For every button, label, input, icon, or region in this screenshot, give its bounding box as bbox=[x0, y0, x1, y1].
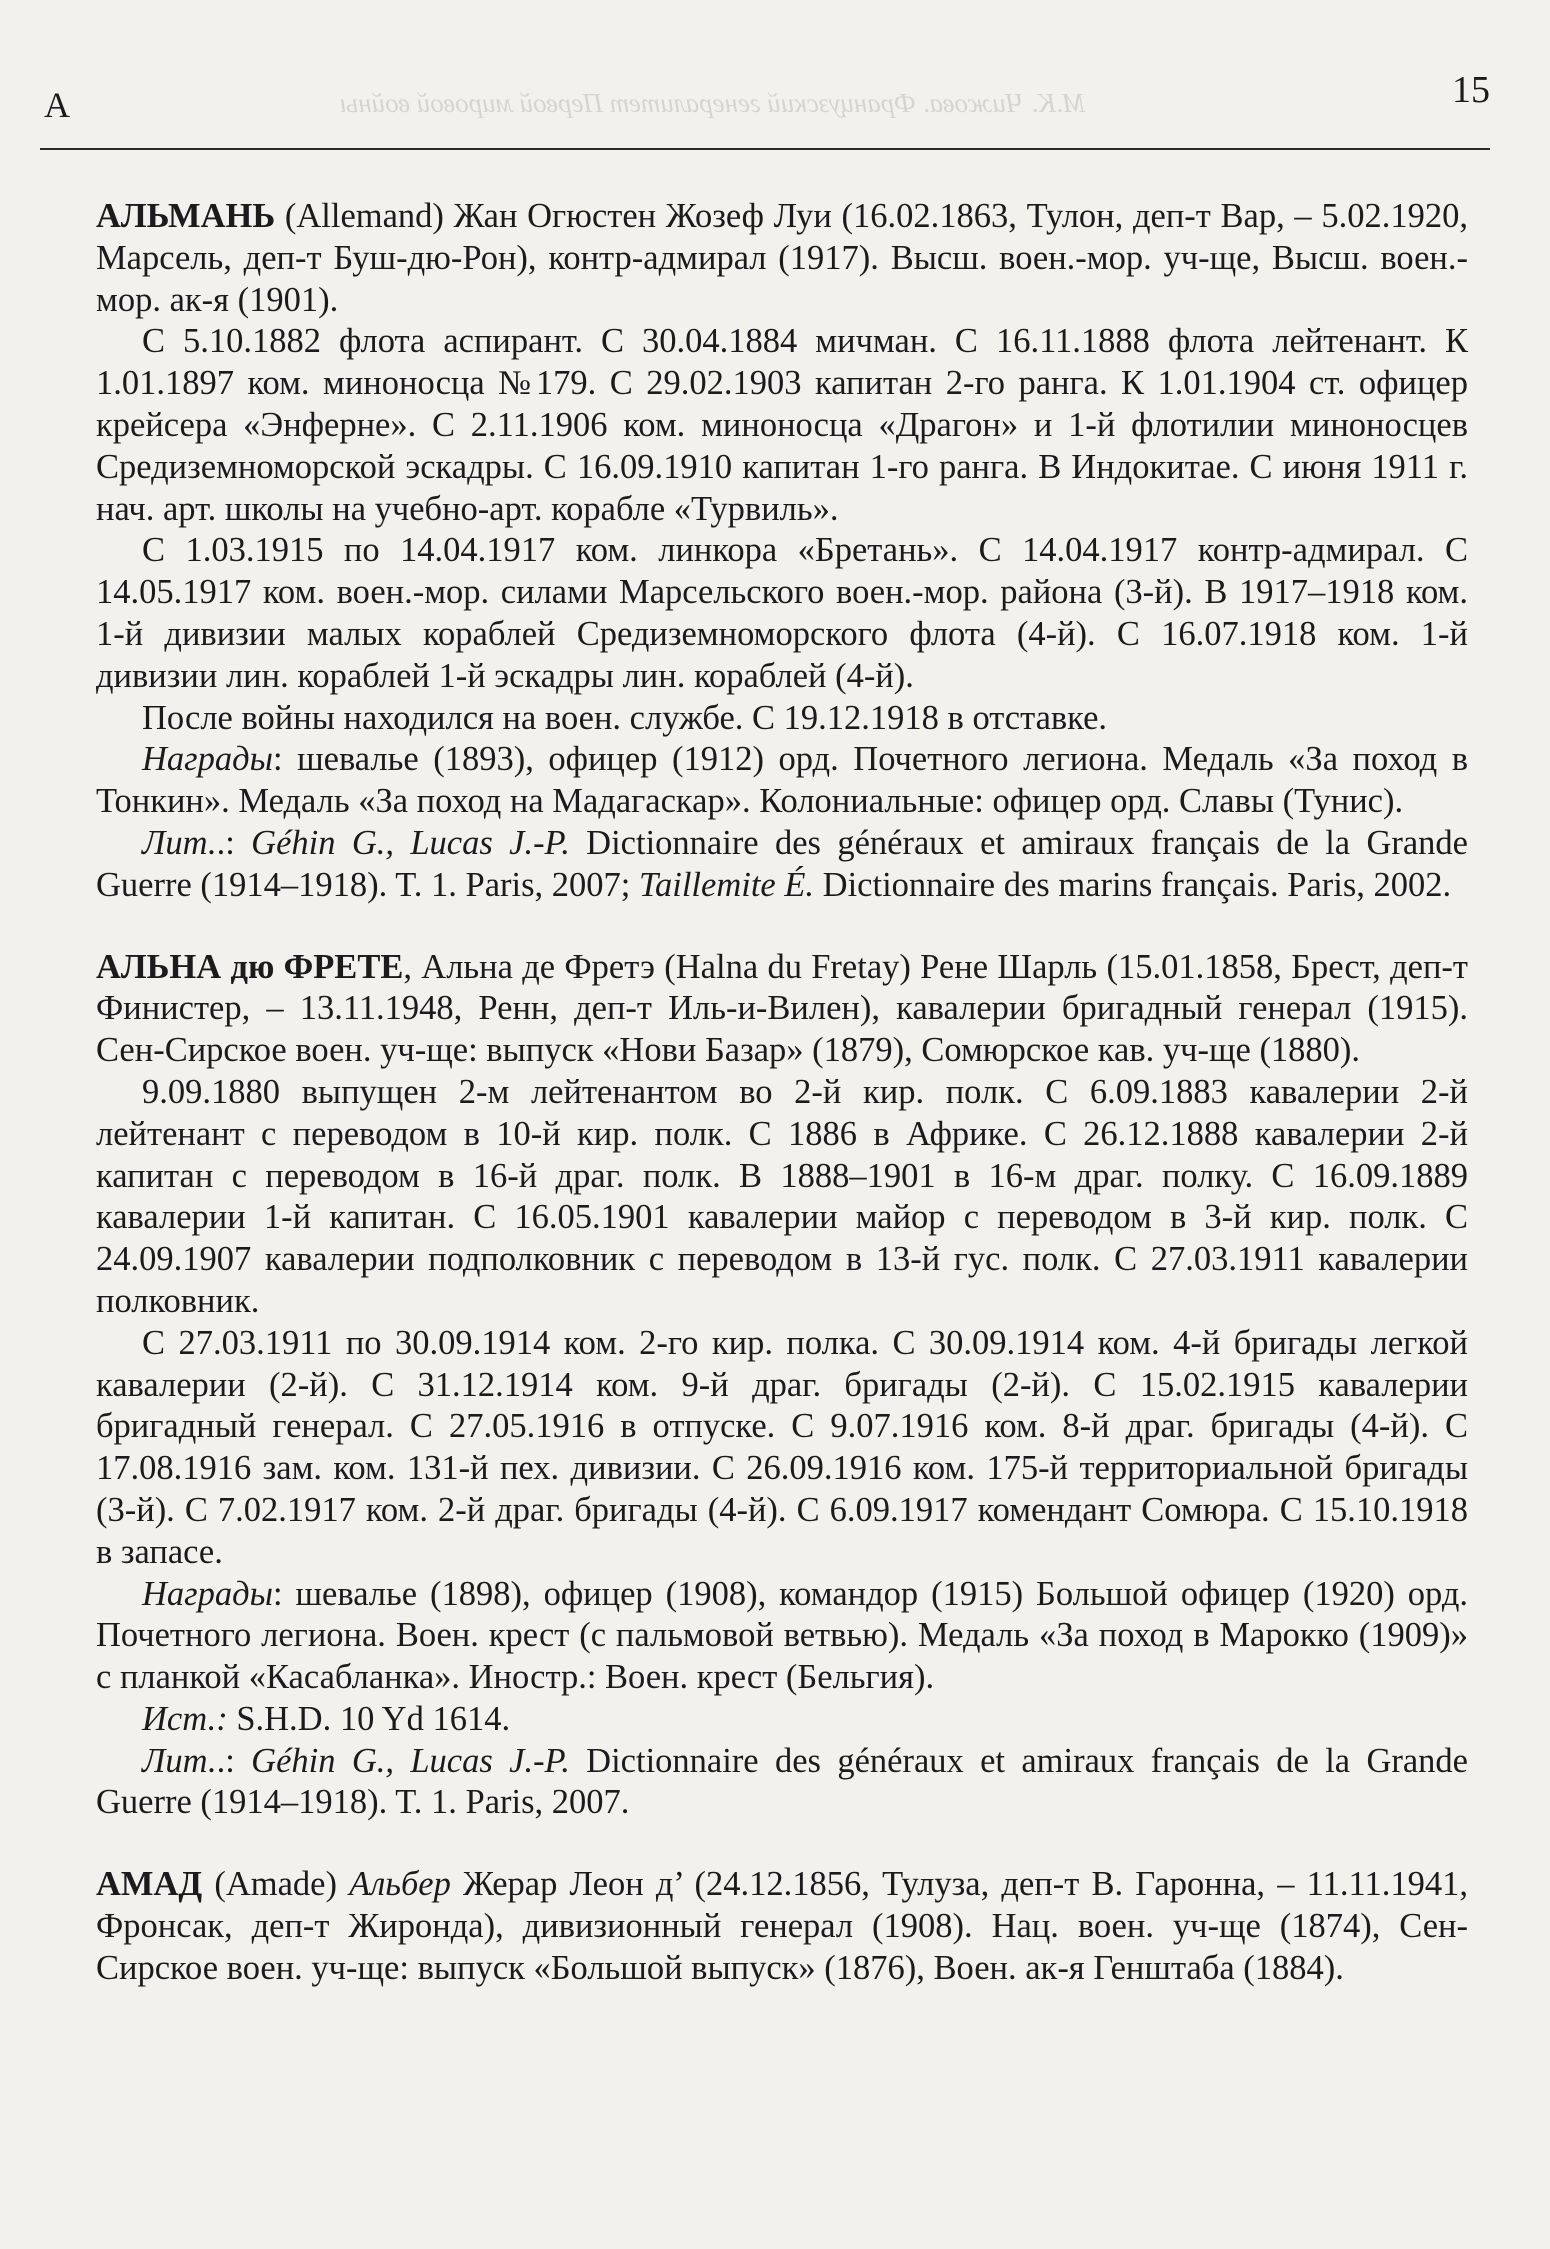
entry-intro-italic: Альбер bbox=[349, 1865, 451, 1904]
lit-text: Dictionnaire des généraux et amiraux français de la Grande Guerre (1914–1918). T. 1. Paris, 2007. bbox=[96, 1741, 1468, 1822]
awards-text: : шевалье (1898), офицер (1908), командор (1915) Большой офицер (1920) орд. Почетного легиона. Воен. крест (с пальмовой ветвью). Медаль «За поход в Марокко (1909)» с планкой «Касабланка». Иностр.: Воен. крест (Бельгия). bbox=[96, 1574, 1468, 1697]
header-rule bbox=[40, 148, 1490, 150]
entry-intro bbox=[96, 196, 1468, 321]
entry-intro-text: (Allemand) Жан Огюстен Жозеф Луи (16.02.1863, Тулон, деп-т Вар, – 5.02.1920, Марсель, деп-т Буш-дю-Рон), контр-адмирал (1917). Высш. воен.-мор. уч-ще, Высш. воен.-мор. ак-я (1901). bbox=[96, 197, 1468, 319]
entry-intro bbox=[96, 947, 1468, 1072]
entry-headword: АМАД bbox=[96, 1865, 203, 1904]
source-text: S.H.D. 10 Yd 1614. bbox=[227, 1699, 511, 1738]
entry-intro bbox=[96, 1864, 1468, 1989]
entry-awards bbox=[96, 739, 1468, 823]
entry-paragraph: С 27.03.1911 по 30.09.1914 ком. 2-го кир. полка. С 30.09.1914 ком. 4-й бригады легкой кавалерии (2-й). С 31.12.1914 ком. 9-й драг. бригады (2-й). С 15.02.1915 кавалерии бригадный генерал. С 27.05.1916 в отпуске. С 9.07.1916 ком. 8-й драг. бригады (4-й). С 17.08.1916 зам. ком. 131-й пех. дивизии. С 26.09.1916 ком. 175-й территориальной бригады (3-й). С 7.02.1917 ком. 2-й драг. бригады (4-й). С 6.09.1917 комендант Сомюра. С 15.10.1918 в запасе. bbox=[96, 1323, 1468, 1571]
entry-source bbox=[96, 1699, 1468, 1741]
lit-author: Géhin G., Lucas J.-P. bbox=[251, 823, 570, 862]
lit-author: Géhin G., Lucas J.-P. bbox=[251, 1741, 570, 1780]
lit-author: Taillemite É. bbox=[638, 865, 815, 904]
running-title-bleedthrough: М.К. Чижова. Французский генералитет Первой мировой войны bbox=[340, 88, 1086, 118]
entry-literature: Лит..: Géhin G., Lucas J.-P. Dictionnaire des généraux et amiraux français de la Grande Guerre (1914–1918). T. 1. Paris, 2007; Taillemite É. Dictionnaire des marins français. Paris, 2002. bbox=[96, 823, 1468, 904]
awards-text: : шевалье (1893), офицер (1912) орд. Почетного легиона. Медаль «За поход в Тонкин». Медаль «За поход на Мадагаскар». Колониальные: офицер орд. Славы (Тунис). bbox=[96, 740, 1468, 821]
lit-text: Dictionnaire des généraux et amiraux français de la Grande Guerre (1914–1918). T. 1. Paris, 2007; bbox=[96, 823, 1468, 904]
entry-headword: АЛЬМАНЬ bbox=[96, 197, 276, 235]
entry-intro-text: (Amade) bbox=[202, 1865, 350, 1904]
entry-amad bbox=[96, 1864, 1468, 1989]
entry-paragraph: С 5.10.1882 флота аспирант. С 30.04.1884 мичман. С 16.11.1888 флота лейтенант. К 1.01.1897 ком. миноносца №179. С 29.02.1903 капитан 2-го ранга. К 1.01.1904 ст. офицер крейсера «Энферне». С 2.11.1906 ком. миноносца «Драгон» и 1-й флотилии миноносцев Средиземноморской эскадры. С 16.09.1910 капитан 1-го ранга. В Индокитае. С июня 1911 г. нач. арт. школы на учебно-арт. корабле «Турвиль». bbox=[96, 322, 1468, 528]
source-label: Ист.: bbox=[142, 1699, 228, 1738]
lit-text: Dictionnaire des marins français. Paris, 2002. bbox=[814, 865, 1452, 904]
awards-label: Награды bbox=[142, 740, 273, 779]
running-head bbox=[40, 62, 1490, 125]
lit-label: Лит. bbox=[142, 823, 217, 862]
entry-almand bbox=[96, 196, 1468, 907]
dictionary-entries bbox=[96, 196, 1468, 1990]
page-number: 15 bbox=[1452, 69, 1490, 111]
entry-literature: Лит..: Géhin G., Lucas J.-P. Dictionnaire des généraux et amiraux français de la Grande Guerre (1914–1918). T. 1. Paris, 2007. bbox=[96, 1741, 1468, 1822]
entry-headword: АЛЬНА дю ФРЕТЕ bbox=[96, 947, 404, 986]
entry-paragraph: С 1.03.1915 по 14.04.1917 ком. линкора «Бретань». С 14.04.1917 контр-адмирал. С 14.05.1917 ком. воен.-мор. силами Марсельского воен.-мор. района (3-й). В 1917–1918 ком. 1-й дивизии малых кораблей Средиземноморского флота (4-й). С 16.07.1918 ком. 1-й дивизии лин. кораблей 1-й эскадры лин. кораблей (4-й). bbox=[96, 531, 1468, 695]
awards-label: Награды bbox=[142, 1574, 273, 1613]
entry-paragraph: После войны находился на воен. службе. С 19.12.1918 в отставке. bbox=[142, 698, 1108, 737]
lit-label: Лит. bbox=[142, 1741, 217, 1780]
entry-alna-du-frete bbox=[96, 947, 1468, 1825]
section-letter: А bbox=[44, 85, 70, 125]
entry-awards bbox=[96, 1574, 1468, 1699]
entry-paragraph: 9.09.1880 выпущен 2-м лейтенантом во 2-й кир. полк. С 6.09.1883 кавалерии 2-й лейтенант с переводом в 10-й кир. полк. С 1886 в Африке. С 26.12.1888 кавалерии 2-й капитан с переводом в 16-й драг. полк. В 1888–1901 в 16-м драг. полку. С 16.09.1889 кавалерии 1-й капитан. С 16.05.1901 кавалерии майор с переводом в 3-й кир. полк. С 24.09.1907 кавалерии подполковник с переводом в 13-й гус. полк. С 27.03.1911 кавалерии полковник. bbox=[96, 1072, 1468, 1320]
entry-intro-text: Жерар Леон д’ (24.12.1856, Тулуза, деп-т В. Гаронна, – 11.11.1941, Фронсак, деп-т Жиронда), дивизионный генерал (1908). Нац. воен. уч-ще (1874), Сен-Сирское воен. уч-ще: выпуск «Большой выпуск» (1876), Воен. ак-я Генштаба (1884). bbox=[96, 1865, 1468, 1987]
entry-intro-text: , Альна де Фретэ (Halna du Fretay) Рене Шарль (15.01.1858, Брест, деп-т Финистер, – 13.11.1948, Ренн, деп-т Иль-и-Вилен), кавалерии бригадный генерал (1915). Сен-Сирское воен. уч-ще: выпуск «Нови Базар» (1879), Сомюрское кав. уч-ще (1880). bbox=[96, 947, 1468, 1070]
